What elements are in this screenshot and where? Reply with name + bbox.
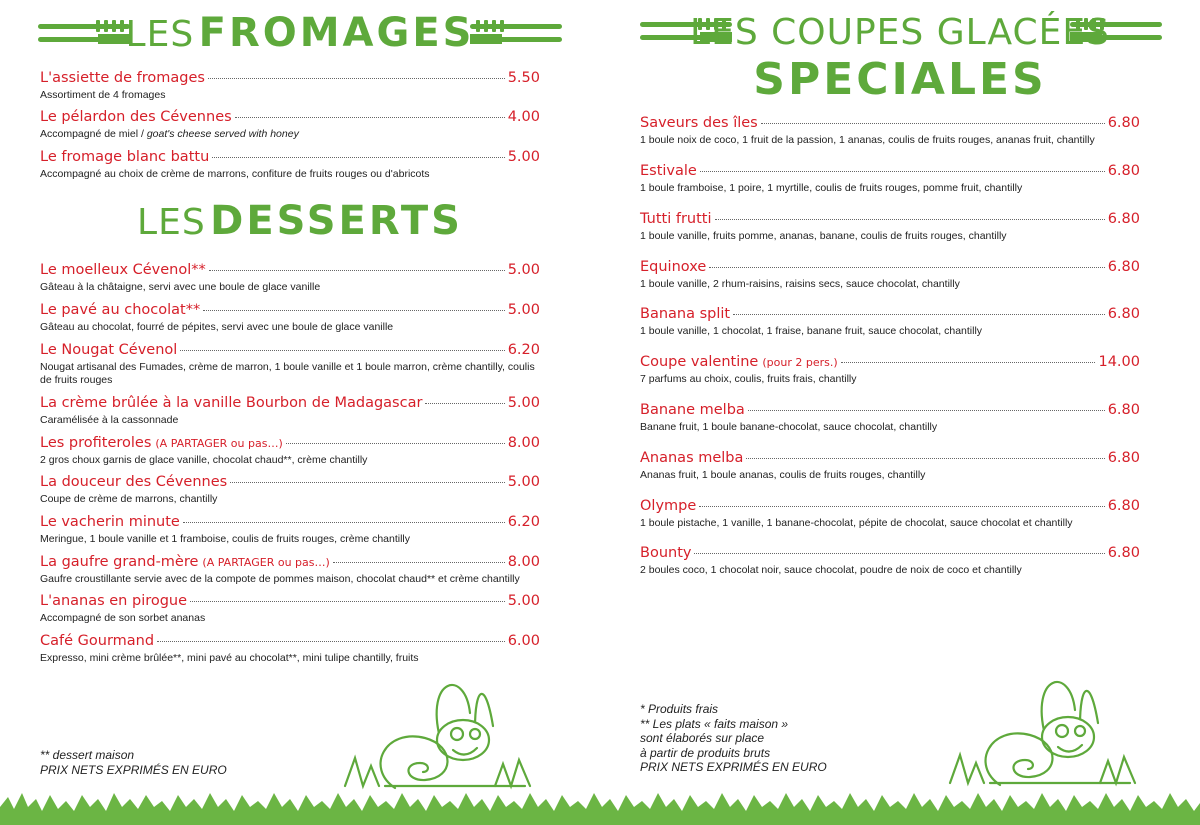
menu-item-name: Equinoxe	[640, 259, 707, 275]
menu-item-description	[40, 281, 540, 294]
menu-item-price: 5.00	[507, 593, 540, 609]
menu-item	[40, 70, 540, 102]
menu-item-header	[640, 163, 1140, 179]
dot-leader	[212, 157, 504, 158]
menu-item-price: 6.20	[507, 342, 540, 358]
footnote-line: ** Les plats « faits maison »	[640, 716, 789, 731]
menu-item-description	[40, 89, 540, 102]
dot-leader	[694, 553, 1104, 554]
menu-item	[40, 633, 540, 665]
speciales-title	[600, 54, 1200, 105]
menu-item-price: 5.00	[507, 474, 540, 490]
menu-item-name: Le pélardon des Cévennes	[40, 109, 232, 125]
title-bold: DESSERTS	[210, 198, 463, 244]
menu-item-price: 6.80	[1107, 450, 1140, 466]
menu-item	[40, 593, 540, 625]
dot-leader	[715, 219, 1105, 220]
menu-item-name: Le vacherin minute	[40, 514, 180, 530]
menu-item-price: 6.20	[507, 514, 540, 530]
menu-item-description	[40, 321, 540, 334]
menu-item	[40, 474, 540, 506]
description-text: Accompagné au choix de crème de marrons, confiture de fruits rouges ou d'abricots	[40, 168, 430, 180]
menu-item-description	[40, 573, 540, 586]
menu-item-header	[640, 450, 1140, 466]
footnote-line: * Produits frais	[640, 702, 719, 716]
menu-item-name: L'ananas en pirogue	[40, 593, 188, 609]
menu-item	[40, 395, 540, 427]
menu-item-name: Le moelleux Cévenol**	[40, 262, 206, 278]
menu-item-name: Tutti frutti	[640, 211, 712, 227]
menu-item-note: (pour 2 pers.)	[762, 356, 838, 369]
menu-item-name: Ananas melba	[640, 450, 744, 466]
menu-item-price: 6.80	[1107, 545, 1140, 561]
description-text: 1 boule vanille, 2 rhum-raisins, raisins secs, sauce chocolat, chantilly	[640, 278, 960, 290]
menu-item-description	[640, 564, 1140, 577]
menu-item-header	[40, 593, 540, 609]
snail-mascot	[325, 668, 560, 793]
menu-item-description	[640, 325, 1140, 338]
menu-item-header	[640, 354, 1140, 370]
menu-item-header	[40, 633, 540, 649]
menu-item-header	[640, 259, 1140, 275]
menu-item-description	[40, 128, 540, 141]
menu-item-price: 6.00	[507, 633, 540, 649]
dot-leader	[841, 362, 1096, 363]
menu-item-name: Le Nougat Cévenol	[40, 342, 178, 358]
menu-item-price: 6.80	[1107, 163, 1140, 179]
menu-item	[640, 402, 1140, 434]
snail-mascot	[930, 665, 1165, 790]
menu-item	[640, 450, 1140, 482]
menu-item-header	[40, 342, 540, 358]
menu-item	[40, 514, 540, 546]
menu-item-price: 5.00	[507, 302, 540, 318]
footnote-line: sont élaborés sur place	[640, 731, 765, 745]
dot-leader	[235, 117, 505, 118]
menu-item-header	[40, 435, 540, 451]
title-light: LES	[125, 14, 195, 55]
menu-item-price: 5.00	[507, 149, 540, 165]
menu-item-description	[640, 373, 1140, 386]
description-text: Accompagné de son sorbet ananas	[40, 612, 206, 624]
menu-item-name: La gaufre grand-mère	[40, 554, 199, 570]
menu-item	[640, 545, 1140, 577]
dot-leader	[180, 350, 504, 351]
menu-item-name: Banane melba	[640, 402, 745, 418]
menu-item-price: 8.00	[507, 435, 540, 451]
right-menu-page	[600, 0, 1200, 825]
menu-item-description	[40, 454, 540, 467]
description-text: Nougat artisanal des Fumades, crème de marron, 1 boule vanille et 1 boule marron, crème chantilly, coulis de fruits rouges	[40, 361, 535, 386]
menu-item	[40, 554, 540, 586]
title-bold: SPECIALES	[753, 54, 1047, 105]
dot-leader	[183, 522, 505, 523]
menu-item-note: (A PARTAGER ou pas…)	[202, 556, 330, 569]
menu-item-description	[40, 414, 540, 427]
dot-leader	[209, 270, 505, 271]
menu-item-header	[640, 211, 1140, 227]
footnote-line: PRIX NETS EXPRIMÉS EN EURO	[40, 762, 227, 777]
menu-item-price: 5.00	[507, 395, 540, 411]
description-text: Coupe de crème de marrons, chantilly	[40, 493, 218, 505]
menu-item-price: 6.80	[1107, 306, 1140, 322]
menu-item-price: 6.80	[1107, 259, 1140, 275]
description-text: 2 boules coco, 1 chocolat noir, sauce chocolat, poudre de noix de coco et chantilly	[640, 564, 1022, 576]
menu-item-name: Olympe	[640, 498, 697, 514]
menu-item-description	[640, 421, 1140, 434]
menu-item-description	[640, 278, 1140, 291]
description-text: Expresso, mini crème brûlée**, mini pavé au chocolat**, mini tulipe chantilly, fruits	[40, 652, 419, 664]
menu-item-name: Banana split	[640, 306, 731, 322]
dot-leader	[157, 641, 505, 642]
footnote-line: ** dessert maison	[40, 748, 135, 762]
menu-item-header	[640, 402, 1140, 418]
dot-leader	[333, 562, 505, 563]
menu-item	[640, 259, 1140, 291]
menu-item-header	[640, 498, 1140, 514]
menu-item-name: Bounty	[640, 545, 692, 561]
menu-item-header	[40, 474, 540, 490]
menu-item-header	[40, 395, 540, 411]
dot-leader	[190, 601, 505, 602]
menu-item-name: Saveurs des îles	[640, 115, 758, 131]
dot-leader	[699, 506, 1104, 507]
menu-item	[40, 149, 540, 181]
description-text: Caramélisée à la cassonnade	[40, 414, 179, 426]
dot-leader	[700, 171, 1105, 172]
menu-item-price: 6.80	[1107, 211, 1140, 227]
menu-item-price: 5.50	[507, 70, 540, 86]
description-text: 1 boule pistache, 1 vanille, 1 banane-chocolat, pépite de chocolat, sauce chocolat et chantilly	[640, 517, 1073, 529]
dot-leader	[709, 267, 1104, 268]
menu-item	[640, 354, 1140, 386]
footnote-line: à partir de produits bruts	[640, 745, 771, 760]
menu-item-note: (A PARTAGER ou pas…)	[155, 437, 283, 450]
menu-item-header	[40, 262, 540, 278]
menu-item	[40, 262, 540, 294]
menu-item	[40, 435, 540, 467]
menu-item-description	[640, 517, 1140, 530]
menu-item-header	[640, 306, 1140, 322]
menu-item-header	[40, 514, 540, 530]
menu-item-description	[40, 493, 540, 506]
menu-item-header	[40, 302, 540, 318]
description-text: 2 gros choux garnis de glace vanille, chocolat chaud**, crème chantilly	[40, 454, 368, 466]
menu-item-price: 5.00	[507, 262, 540, 278]
menu-item-price: 14.00	[1098, 354, 1140, 370]
description-text: Ananas fruit, 1 boule ananas, coulis de fruits rouges, chantilly	[640, 469, 926, 481]
left-footnote	[40, 748, 227, 777]
description-text: 7 parfums au choix, coulis, fruits frais, chantilly	[640, 373, 857, 385]
dot-leader	[203, 310, 504, 311]
dot-leader	[425, 403, 504, 404]
footnote-line: PRIX NETS EXPRIMÉS EN EURO	[640, 760, 827, 774]
menu-item-description	[640, 134, 1140, 147]
coupes-title	[600, 12, 1200, 53]
title-light: LES COUPES GLACÉES	[690, 12, 1110, 53]
description-text: Gâteau au chocolat, fourré de pépites, servi avec une boule de glace vanille	[40, 321, 394, 333]
dot-leader	[286, 443, 505, 444]
title-bold: FROMAGES	[198, 10, 475, 56]
dot-leader	[230, 482, 505, 483]
dot-leader	[746, 458, 1104, 459]
description-text: 1 boule noix de coco, 1 fruit de la passion, 1 ananas, coulis de fruits rouges, ananas fruit, chantilly	[640, 134, 1095, 146]
menu-item	[640, 163, 1140, 195]
menu-item-header	[640, 545, 1140, 561]
menu-item-header	[40, 149, 540, 165]
menu-item-description	[640, 182, 1140, 195]
menu-item-name: Le fromage blanc battu	[40, 149, 210, 165]
menu-item-description	[40, 612, 540, 625]
menu-item-header	[40, 109, 540, 125]
description-text: 1 boule framboise, 1 poire, 1 myrtille, coulis de fruits rouges, pomme fruit, chantilly	[640, 182, 1023, 194]
menu-item	[640, 211, 1140, 243]
fromages-title	[0, 10, 600, 56]
dot-leader	[748, 410, 1105, 411]
dot-leader	[208, 78, 505, 79]
menu-item-header	[640, 115, 1140, 131]
menu-item-price: 6.80	[1107, 115, 1140, 131]
description-text: Gaufre croustillante servie avec de la compote de pommes maison, chocolat chaud** et crème chantilly	[40, 573, 520, 585]
menu-item-name: Les profiteroles	[40, 435, 152, 451]
menu-item-name: Coupe valentine	[640, 354, 759, 370]
grass-border	[0, 785, 1200, 825]
dot-leader	[733, 314, 1105, 315]
title-light: LES	[137, 202, 206, 243]
menu-item-description	[40, 533, 540, 546]
menu-item	[640, 115, 1140, 147]
menu-item-name: La douceur des Cévennes	[40, 474, 228, 490]
menu-item-name: L'assiette de fromages	[40, 70, 205, 86]
menu-item	[40, 302, 540, 334]
menu-item-price: 6.80	[1107, 402, 1140, 418]
description-text: Assortiment de 4 fromages	[40, 89, 166, 101]
description-text: 1 boule vanille, fruits pomme, ananas, banane, coulis de fruits rouges, chantilly	[640, 230, 1007, 242]
description-text: Gâteau à la châtaigne, servi avec une boule de glace vanille	[40, 281, 321, 293]
menu-item-description	[40, 168, 540, 181]
menu-item-price: 6.80	[1107, 498, 1140, 514]
menu-item	[640, 306, 1140, 338]
menu-item	[640, 498, 1140, 530]
menu-item	[40, 109, 540, 141]
dot-leader	[761, 123, 1105, 124]
description-text: Accompagné de miel /	[40, 128, 147, 140]
menu-item	[40, 342, 540, 387]
menu-item-description	[640, 469, 1140, 482]
menu-item-name: Café Gourmand	[40, 633, 155, 649]
menu-item-description	[640, 230, 1140, 243]
desserts-title	[0, 198, 600, 244]
description-text: Meringue, 1 boule vanille et 1 framboise, coulis de fruits rouges, crème chantilly	[40, 533, 411, 545]
menu-item-price: 8.00	[507, 554, 540, 570]
menu-item-description	[40, 361, 540, 387]
right-footnote	[640, 702, 827, 775]
menu-item-name: Estivale	[640, 163, 697, 179]
menu-item-name: Le pavé au chocolat**	[40, 302, 201, 318]
menu-item-name: La crème brûlée à la vanille Bourbon de Madagascar	[40, 395, 423, 411]
menu-item-header	[40, 70, 540, 86]
description-text: 1 boule vanille, 1 chocolat, 1 fraise, banane fruit, sauce chocolat, chantilly	[640, 325, 983, 337]
menu-item-price: 4.00	[507, 109, 540, 125]
description-text: Banane fruit, 1 boule banane-chocolat, sauce chocolat, chantilly	[640, 421, 938, 433]
menu-item-header	[40, 554, 540, 570]
description-english: goat's cheese served with honey	[146, 128, 299, 140]
menu-item-description	[40, 652, 540, 665]
